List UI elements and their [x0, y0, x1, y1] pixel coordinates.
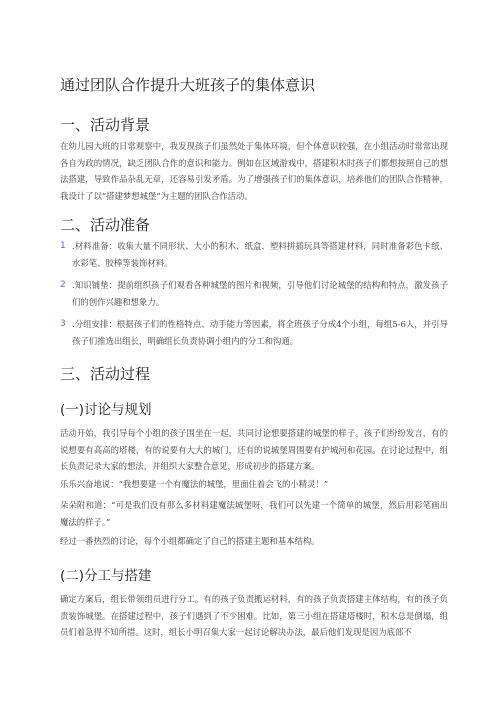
subsection-heading-division: (二)分工与搭建: [60, 568, 152, 584]
list-item-text: .知识铺垫：提前组织孩子们观看各种城堡的图片和视频，引导他们讨论城堡的结构和特点，激发孩子们的创作兴趣和想象力。: [72, 280, 448, 307]
discussion-paragraph-3: 朵朵附和道：“可是我们没有那么多材料建魔法城堡呀，我们可以先建一个简单的城堡，然后用彩笔画出魔法的样子。”: [60, 500, 448, 527]
background-paragraph: 在幼儿园大班的日常观察中，我发现孩子们虽然处于集体环境，但个体意识较强，在小组活动时常常出现各自为政的情况，缺乏团队合作的意识和能力。例如在区域游戏中，搭建积木时孩子们都想按照自己的想法搭建，导致作品杂乱无章，还容易引发矛盾。为了增强孩子们的集体意识，培养他们的团队合作精神，我设计了以“搭建梦想城堡”为主题的团队合作活动。: [60, 141, 448, 201]
document-title: 通过团队合作提升大班孩子的集体意识: [60, 76, 316, 94]
discussion-paragraph-2: 乐乐兴奋地说：“我想要建一个有魔法的城堡，里面住着会飞的小精灵！”: [60, 479, 329, 489]
list-number: 1: [60, 241, 66, 251]
list-item: [60, 238, 448, 271]
section-heading-process: 三、活动过程: [60, 365, 151, 383]
discussion-paragraph-4: 经过一番热烈的讨论，每个小组都确定了自己的搭建主题和基本结构。: [60, 536, 320, 546]
division-paragraph-1: 确定方案后，组长带领组员进行分工。有的孩子负责搬运材料，有的孩子负责搭建主体结构，有的孩子负责装饰城堡。在搭建过程中，孩子们遇到了不少困难。比如，第三小组在搭建塔楼时，积木总是倒塌，组员们着急得不知所措。这时，组长小明召集大家一起讨论解决办法，最后他们发现是因为底部不: [60, 594, 448, 638]
list-item: [60, 277, 448, 310]
section-heading-preparation: 二、活动准备: [60, 216, 151, 234]
section-heading-background: 一、活动背景: [60, 116, 151, 134]
list-number: 2: [60, 280, 66, 290]
list-item: [60, 316, 448, 349]
list-item-text: .分组安排：根据孩子们的性格特点、动手能力等因素，将全班孩子分成4个小组，每组5-6人，并引导孩子们推选出组长，明确组长负责协调小组内的分工和沟通。: [72, 319, 448, 346]
list-item-text: .材料准备：收集大量不同形状、大小的积木、纸盒、塑料拼插玩具等搭建材料，同时准备彩色卡纸、水彩笔、胶棒等装饰材料。: [72, 241, 448, 268]
list-number: 3: [60, 319, 66, 329]
subsection-heading-discussion: (一)讨论与规划: [60, 402, 152, 418]
discussion-paragraph-1: 活动开始，我引导每个小组的孩子围坐在一起，共同讨论想要搭建的城堡的样子。孩子们纷纷发言，有的说想要有高高的塔楼，有的说要有大大的城门，还有的说城堡周围要有护城河和花园。在讨论过程中，组长负责记录大家的想法，并组织大家整合意见，形成初步的搭建方案。: [60, 428, 448, 472]
